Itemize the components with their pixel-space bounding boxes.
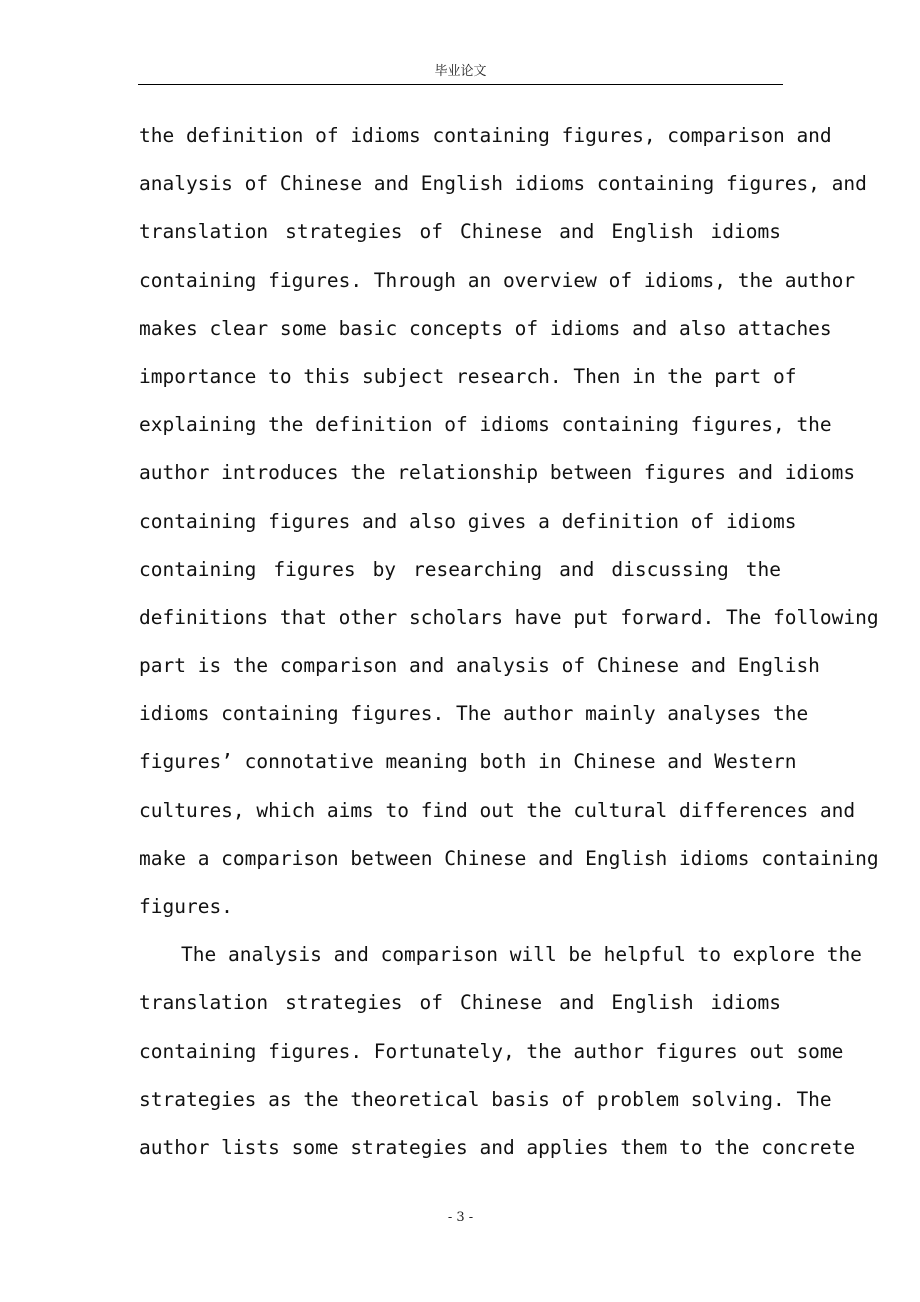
- paragraph-1: [139, 112, 879, 931]
- text-line: author lists some strategies and applies them to the concrete: [139, 1135, 856, 1159]
- text-line: containing figures by researching and discussing the: [139, 557, 781, 581]
- text-line: strategies as the theoretical basis of problem solving. The: [139, 1087, 832, 1111]
- text-line: part is the comparison and analysis of Chinese and English: [139, 654, 820, 678]
- text-line: make a comparison between Chinese and English idioms containing: [139, 846, 879, 870]
- text-line: explaining the definition of idioms containing figures, the: [139, 413, 832, 437]
- text-line: containing figures. Through an overview of idioms, the author: [139, 268, 856, 292]
- text-line: translation strategies of Chinese and English idioms: [139, 220, 781, 244]
- text-line: idioms containing figures. The author mainly analyses the: [139, 702, 809, 726]
- paragraph-2: [139, 931, 862, 1172]
- text-line: author introduces the relationship between figures and idioms: [139, 461, 856, 485]
- text-line: importance to this subject research. Then in the part of: [139, 364, 797, 388]
- text-line: definitions that other scholars have put forward. The following: [139, 605, 879, 629]
- text-line: cultures, which aims to find out the cultural differences and: [139, 798, 856, 822]
- text-line: figures’ connotative meaning both in Chinese and Western: [139, 750, 797, 774]
- page-number: - 3 -: [447, 1210, 474, 1225]
- text-line: containing figures and also gives a definition of idioms: [139, 509, 797, 533]
- text-line: containing figures. Fortunately, the author figures out some: [139, 1039, 844, 1063]
- text-line: The analysis and comparison will be helpful to explore the: [181, 943, 862, 967]
- header-rule: [138, 84, 783, 85]
- text-line: the definition of idioms containing figures, comparison and: [139, 124, 832, 147]
- text-line: figures.: [139, 895, 233, 918]
- text-line: makes clear some basic concepts of idioms and also attaches: [139, 316, 832, 340]
- text-line: analysis of Chinese and English idioms containing figures, and: [139, 172, 867, 196]
- text-line: translation strategies of Chinese and English idioms: [139, 991, 781, 1015]
- body-text: [139, 112, 879, 1172]
- running-header: 毕业论文: [434, 64, 487, 79]
